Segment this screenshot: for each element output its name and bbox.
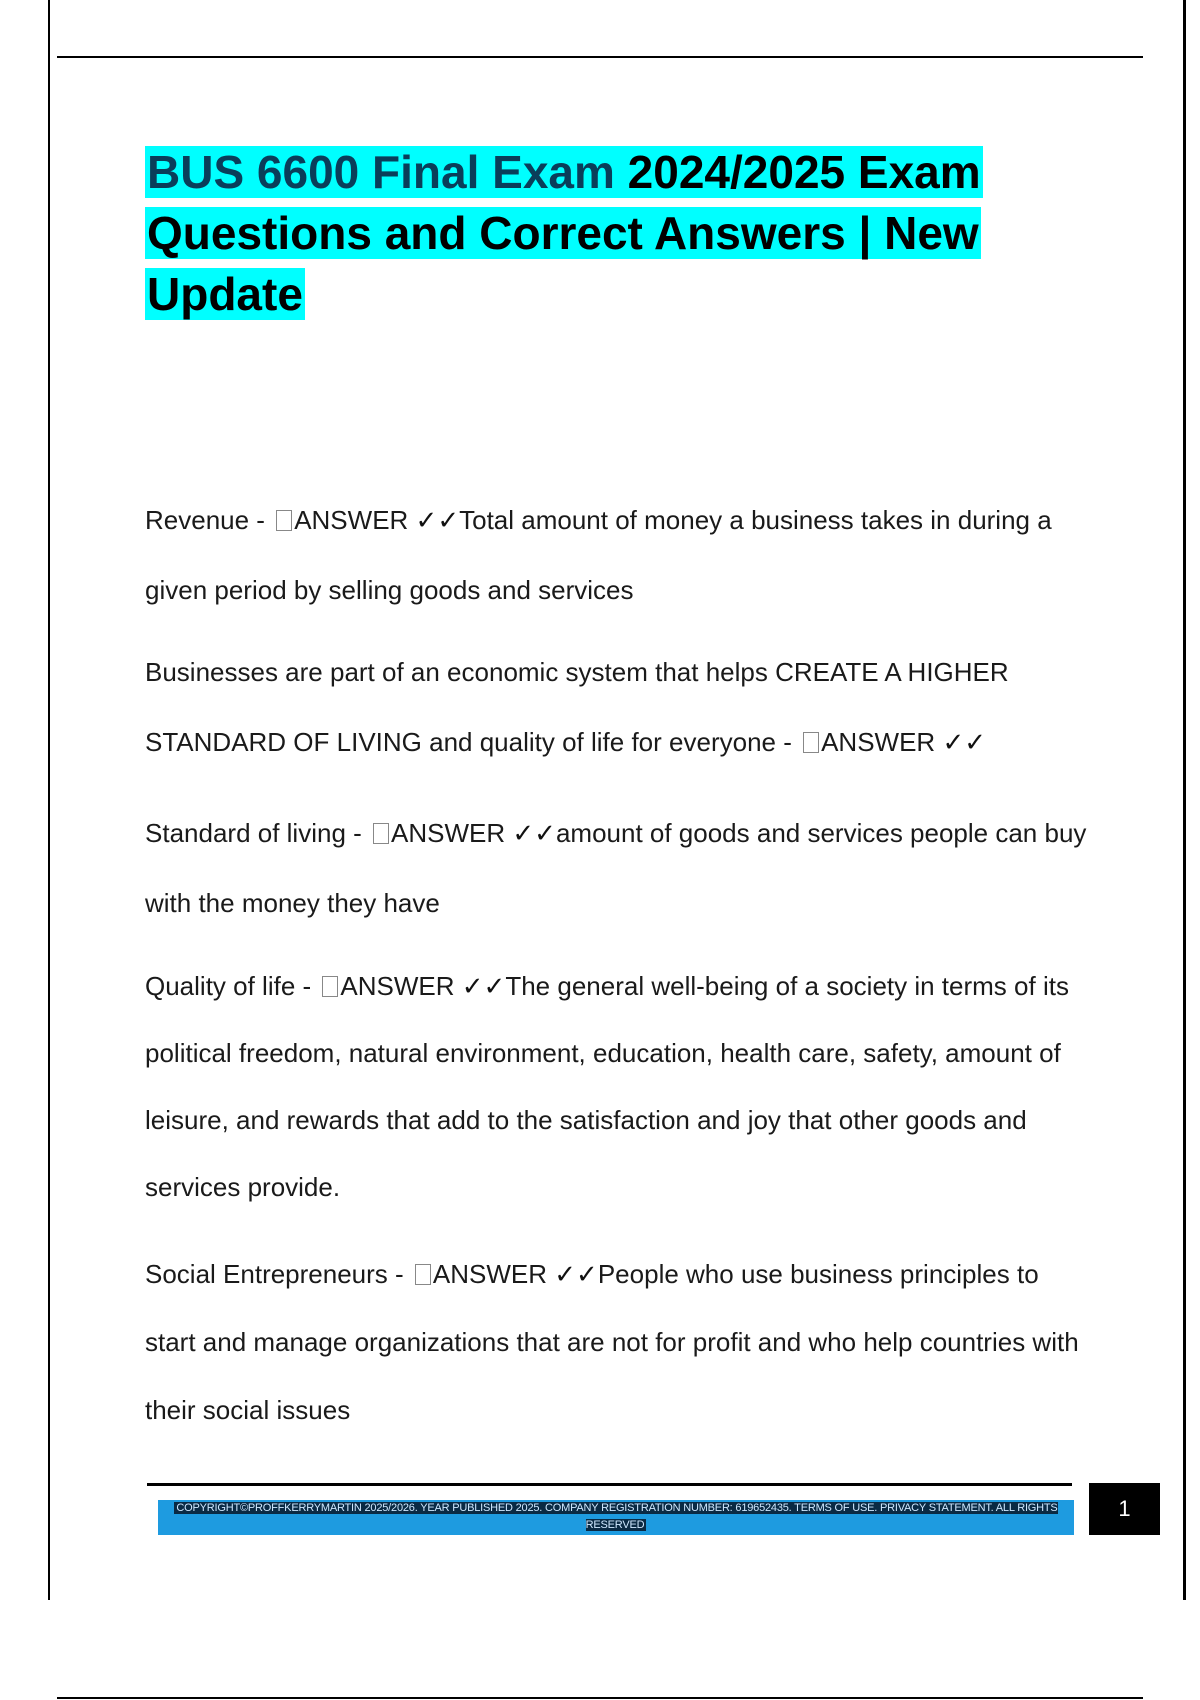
header-rule [57, 56, 1143, 58]
qa-term: Social Entrepreneurs - [145, 1259, 411, 1289]
missing-glyph-icon [415, 1264, 431, 1285]
qa-item [145, 1240, 1095, 1444]
qa-item [145, 798, 1095, 938]
page-number: 1 [1089, 1483, 1160, 1535]
check-mark-icon: ✓✓ [461, 971, 506, 1001]
answer-label: ANSWER [391, 818, 506, 848]
answer-label: ANSWER [432, 1259, 548, 1289]
answer-label: ANSWER [294, 505, 409, 535]
answer-label: ANSWER [340, 971, 455, 1001]
qa-answer: The general well-being of a society in terms of its political freedom, natural environment, education, health care, safety, amount of leisure, and rewards that add to the satisfaction and joy that other goods and services provide. [145, 971, 1069, 1202]
check-mark-icon: ✓✓ [554, 1259, 598, 1289]
qa-item [145, 953, 1095, 1221]
qa-answer: Total amount of money a business takes in during a given period by selling goods and services [145, 505, 1052, 605]
title-rest: 2024/2025 Exam Questions and Correct Answers | New Update [147, 146, 981, 320]
missing-glyph-icon [322, 976, 338, 997]
qa-term: Quality of life - [145, 971, 319, 1001]
page-border-left [48, 0, 50, 1600]
qa-answer: amount of goods and services people can buy with the money they have [145, 818, 1087, 918]
answer-label: ANSWER [821, 727, 936, 757]
copyright-text: COPYRIGHT©PROFFKERRYMARTIN 2025/2026. YEAR PUBLISHED 2025. COMPANY REGISTRATION NUMBER: 619652435. TERMS OF USE. PRIVACY STATEMENT. ALL RIGHTS RESERVED [176, 1502, 1058, 1531]
footer-rule [147, 1483, 1072, 1486]
bottom-rule [57, 1697, 1143, 1699]
page-border-right [1183, 0, 1186, 1600]
check-mark-icon: ✓✓ [512, 818, 556, 848]
missing-glyph-icon [373, 823, 389, 844]
title-course: BUS 6600 Final Exam [147, 146, 628, 198]
missing-glyph-icon [803, 732, 819, 753]
qa-term: Revenue - [145, 505, 273, 535]
qa-term: Businesses are part of an economic system that helps CREATE A HIGHER STANDARD OF LIVING and quality of life for everyone - [145, 657, 1009, 757]
qa-term: Standard of living - [145, 818, 370, 848]
check-mark-icon: ✓✓ [942, 727, 987, 757]
copyright-notice [158, 1500, 1074, 1535]
qa-item [145, 637, 1095, 777]
missing-glyph-icon [276, 510, 292, 531]
qa-item [145, 485, 1095, 625]
document-title [145, 142, 1045, 325]
qa-answer: People who use business principles to start and manage organizations that are not for profit and who help countries with their social issues [145, 1259, 1079, 1425]
check-mark-icon: ✓✓ [415, 505, 460, 535]
